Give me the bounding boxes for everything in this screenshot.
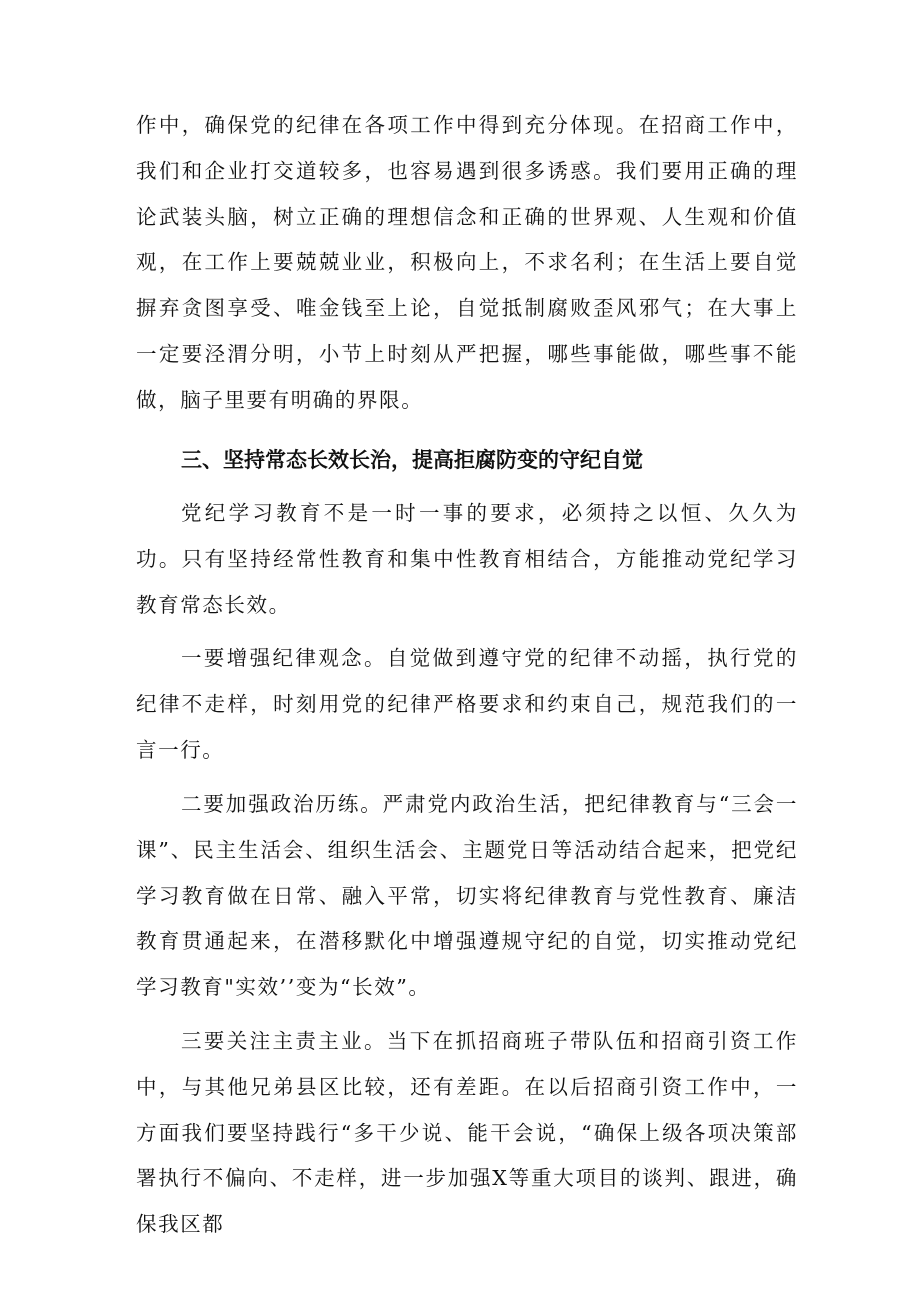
paragraph-point-two: 二要加强政治历练。严肃党内政治生活，把纪律教育与“三会一课”、民主生活会、组织生活会、主题党日等活动结合起来，把党纪学习教育做在日常、融入平常，切实将纪律教育与党性教育、廉洁教育贯通起来，在潜移默化中增强遵规守纪的自觉，切实推动党纪学习教育"实效’’变为“长效”。	[136, 792, 798, 1000]
section-heading: 三、坚持常态长效长治，提高拒腐防变的守纪自觉	[181, 448, 643, 472]
paragraph-continuation: 作中，确保党的纪律在各项工作中得到充分体现。在招商工作中，我们和企业打交道较多，也容易遇到很多诱惑。我们要用正确的理论武装头脑，树立正确的理想信念和正确的世界观、人生观和价值观，在工作上要兢兢业业，积极向上，不求名利；在生活上要自觉摒弃贪图享受、唯金钱至上论，自觉抵制腐败歪风邪气；在大事上一定要泾渭分明，小节上时刻从严把握，哪些事能做，哪些事不能做，脑子里要有明确的界限。	[136, 113, 798, 412]
paragraph-point-one: 一要增强纪律观念。自觉做到遵守党的纪律不动摇，执行党的纪律不走样，时刻用党的纪律严格要求和约束自己，规范我们的一言一行。	[136, 646, 798, 762]
paragraph-point-three: 三要关注主责主业。当下在抓招商班子带队伍和招商引资工作中，与其他兄弟县区比较，还有差距。在以后招商引资工作中，一方面我们要坚持践行“多干少说、能干会说，“确保上级各项决策部署执行不偏向、不走样，进一步加强X等重大项目的谈判、跟进，确保我区都	[136, 1029, 798, 1237]
paragraph-section-intro: 党纪学习教育不是一时一事的要求，必须持之以恒、久久为功。只有坚持经常性教育和集中性教育相结合，方能推动党纪学习教育常态长效。	[136, 501, 798, 617]
